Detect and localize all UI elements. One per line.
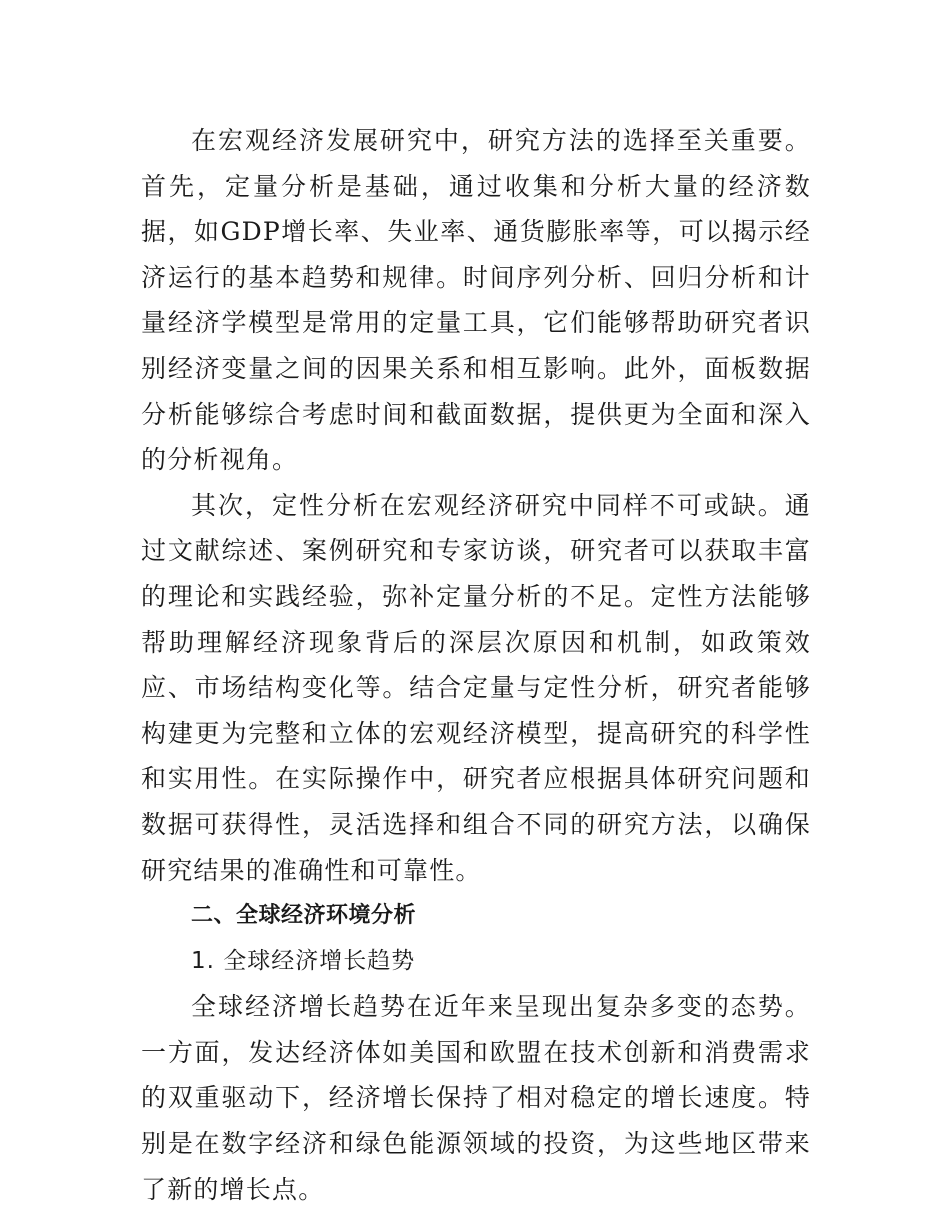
section-heading: 二、全球经济环境分析 [191, 903, 417, 929]
paragraph-qualitative-analysis: 其次，定性分析在宏观经济研究中同样不可或缺。通过文献综述、案例研究和专家访谈，研究者可以获取丰富的理论和实践经验，弥补定量分析的不足。定性方法能够帮助理解经济现象背后的深层次原因和机制，如政策效应、市场结构变化等。结合定量与定性分析，研究者能够构建更为完整和立体的宏观经济模型，提高研究的科学性和实用性。在实际操作中，研究者应根据具体研究问题和数据可获得性，灵活选择和组合不同的研究方法，以确保研究结果的准确性和可靠性。 [141, 490, 811, 885]
paragraph-research-methods: 在宏观经济发展研究中，研究方法的选择至关重要。首先，定量分析是基础，通过收集和分析大量的经济数据，如GDP增长率、失业率、通货膨胀率等，可以揭示经济运行的基本趋势和规律。时间序列分析、回归分析和计量经济学模型是常用的定量工具，它们能够帮助研究者识别经济变量之间的因果关系和相互影响。此外，面板数据分析能够综合考虑时间和截面数据，提供更为全面和深入的分析视角。 [141, 126, 811, 475]
subsection-heading: 1. 全球经济增长趋势 [191, 947, 416, 974]
document-body [141, 118, 811, 1212]
paragraph-global-growth: 全球经济增长趋势在近年来呈现出复杂多变的态势。一方面，发达经济体如美国和欧盟在技术创新和消费需求的双重驱动下，经济增长保持了相对稳定的增长速度。特别是在数字经济和绿色能源领域的投资，为这些地区带来了新的增长点。 [141, 992, 811, 1204]
